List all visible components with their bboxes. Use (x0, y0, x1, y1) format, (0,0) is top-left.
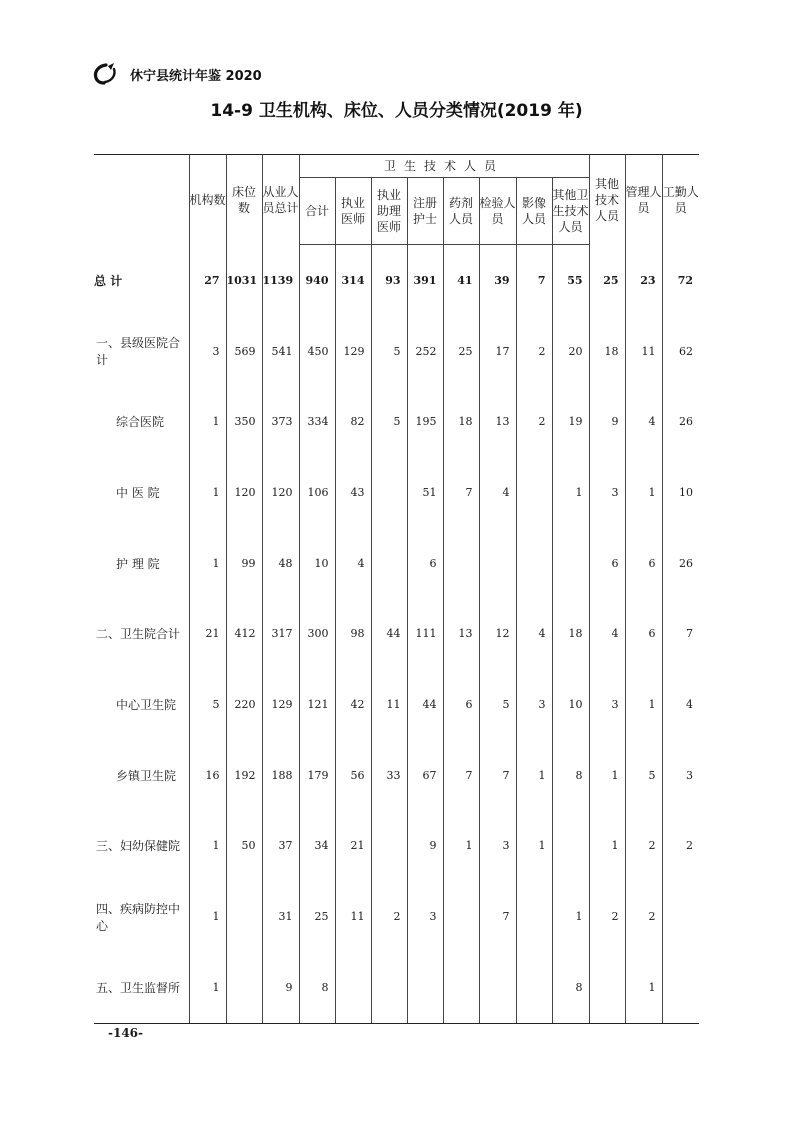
table-row (94, 669, 699, 740)
column-header: 注册护士 (407, 178, 443, 245)
table-row (94, 740, 699, 811)
table-cell (371, 457, 407, 528)
table-cell: 26 (662, 386, 699, 457)
table-cell: 20 (552, 316, 589, 387)
table-cell: 1 (189, 952, 226, 1023)
row-label: 五、卫生监督所 (94, 952, 189, 1023)
table-cell: 51 (407, 457, 443, 528)
table-cell: 21 (189, 598, 226, 669)
table-cell: 67 (407, 740, 443, 811)
row-label: 综合医院 (116, 415, 165, 430)
table-cell: 13 (479, 386, 516, 457)
table-cell: 195 (407, 386, 443, 457)
table-cell: 43 (335, 457, 371, 528)
table-cell (335, 952, 371, 1023)
table-cell: 6 (625, 598, 662, 669)
table-cell: 18 (443, 386, 479, 457)
table-cell: 41 (443, 245, 479, 316)
table-cell: 1031 (226, 245, 262, 316)
table-cell: 62 (662, 316, 699, 387)
table-cell: 23 (625, 245, 662, 316)
table-cell: 33 (371, 740, 407, 811)
table-cell: 373 (262, 386, 299, 457)
row-label: 三、妇幼保健院 (96, 839, 181, 854)
table-cell (371, 528, 407, 599)
table-cell: 4 (625, 386, 662, 457)
table-cell: 4 (516, 598, 552, 669)
table-cell: 25 (299, 881, 335, 952)
column-header: 药剂人员 (443, 178, 479, 245)
table-cell (516, 881, 552, 952)
row-label: 乡镇卫生院 (116, 768, 177, 783)
table-cell: 7 (443, 457, 479, 528)
table-body (94, 245, 699, 1024)
table-cell: 4 (589, 598, 625, 669)
table-cell: 7 (443, 740, 479, 811)
table-cell (479, 528, 516, 599)
table-cell: 9 (589, 386, 625, 457)
table-cell: 7 (662, 598, 699, 669)
table-cell: 39 (479, 245, 516, 316)
table-cell: 13 (443, 598, 479, 669)
table-cell: 1 (443, 811, 479, 882)
table-cell: 9 (262, 952, 299, 1023)
table-row (94, 881, 699, 952)
row-label: 护 理 院 (116, 556, 160, 571)
page-number: -146- (108, 1026, 144, 1040)
table-cell: 8 (552, 740, 589, 811)
table-cell: 1 (516, 740, 552, 811)
table-cell: 18 (589, 316, 625, 387)
table-cell: 7 (516, 245, 552, 316)
table-cell: 7 (479, 881, 516, 952)
table-cell: 26 (662, 528, 699, 599)
table-cell: 5 (371, 316, 407, 387)
table-cell: 16 (189, 740, 226, 811)
table-cell: 27 (189, 245, 226, 316)
column-header: 影像人员 (516, 178, 552, 245)
table-cell: 7 (479, 740, 516, 811)
table-cell: 569 (226, 316, 262, 387)
table-cell: 21 (335, 811, 371, 882)
table-cell: 6 (443, 669, 479, 740)
table-cell: 314 (335, 245, 371, 316)
table-cell: 5 (625, 740, 662, 811)
table-cell (516, 528, 552, 599)
table-cell: 121 (299, 669, 335, 740)
table-cell (662, 952, 699, 1023)
table-cell: 17 (479, 316, 516, 387)
table-cell: 2 (662, 811, 699, 882)
table-cell: 1 (516, 811, 552, 882)
health-statistics-table (94, 154, 699, 1024)
table-cell: 25 (443, 316, 479, 387)
table-cell: 1 (189, 457, 226, 528)
table-cell: 99 (226, 528, 262, 599)
table-cell: 179 (299, 740, 335, 811)
table-cell: 188 (262, 740, 299, 811)
table-cell (226, 952, 262, 1023)
table-cell: 31 (262, 881, 299, 952)
table-cell: 9 (407, 811, 443, 882)
table-cell: 19 (552, 386, 589, 457)
table-cell: 317 (262, 598, 299, 669)
table-cell: 3 (589, 669, 625, 740)
row-label: 中 医 院 (116, 485, 160, 500)
table-cell: 4 (662, 669, 699, 740)
row-label: 四、疾病防控中心 (96, 901, 181, 933)
table-cell: 192 (226, 740, 262, 811)
table-cell: 50 (226, 811, 262, 882)
table-cell: 48 (262, 528, 299, 599)
table-cell (443, 881, 479, 952)
table-cell: 940 (299, 245, 335, 316)
table-cell: 252 (407, 316, 443, 387)
table-cell: 1 (189, 528, 226, 599)
table-cell: 8 (552, 952, 589, 1023)
table-cell (407, 952, 443, 1023)
table-cell: 34 (299, 811, 335, 882)
table-cell: 2 (516, 386, 552, 457)
table-cell: 3 (407, 881, 443, 952)
page-header (92, 62, 262, 86)
table-cell: 37 (262, 811, 299, 882)
table-cell (226, 881, 262, 952)
table-cell: 2 (625, 881, 662, 952)
table-cell: 1 (552, 881, 589, 952)
yearbook-title: 休宁县统计年鉴 2020 (130, 68, 262, 84)
column-header: 执业助理医师 (371, 178, 407, 245)
table-cell: 1 (552, 457, 589, 528)
table-title: 14-9 卫生机构、床位、人员分类情况(2019 年) (210, 101, 583, 121)
table-cell: 72 (662, 245, 699, 316)
row-label: 总 计 (94, 273, 123, 288)
column-header: 其他技术人员 (589, 155, 625, 245)
table-cell: 2 (625, 811, 662, 882)
table-cell: 44 (371, 598, 407, 669)
table-cell: 120 (226, 457, 262, 528)
table-cell: 98 (335, 598, 371, 669)
table-cell: 3 (589, 457, 625, 528)
table-cell: 11 (335, 881, 371, 952)
table-cell: 82 (335, 386, 371, 457)
table-cell: 56 (335, 740, 371, 811)
table-cell: 12 (479, 598, 516, 669)
table-cell: 111 (407, 598, 443, 669)
table-cell: 4 (479, 457, 516, 528)
table-cell (443, 952, 479, 1023)
table-cell: 11 (625, 316, 662, 387)
column-header: 工勤人员 (662, 155, 699, 245)
column-header: 管理人员 (625, 155, 662, 245)
table-header (94, 155, 699, 245)
table-cell: 2 (516, 316, 552, 387)
table-cell: 5 (189, 669, 226, 740)
column-header: 从业人员总计 (262, 155, 299, 245)
table-row (94, 811, 699, 882)
table-cell: 44 (407, 669, 443, 740)
table-cell (371, 811, 407, 882)
table-cell: 220 (226, 669, 262, 740)
table-cell: 334 (299, 386, 335, 457)
table-cell: 6 (589, 528, 625, 599)
table-cell: 93 (371, 245, 407, 316)
table-row (94, 245, 699, 316)
table-cell: 6 (407, 528, 443, 599)
table-cell: 129 (262, 669, 299, 740)
stub-header (94, 155, 189, 245)
table-cell: 1 (589, 740, 625, 811)
table-cell: 3 (516, 669, 552, 740)
table-row (94, 316, 699, 387)
table-cell: 300 (299, 598, 335, 669)
table-cell: 3 (479, 811, 516, 882)
table-cell: 55 (552, 245, 589, 316)
table-cell: 42 (335, 669, 371, 740)
table-cell (516, 457, 552, 528)
yearbook-logo-icon (92, 62, 124, 86)
row-label: 中心卫生院 (116, 697, 177, 712)
column-header: 合计 (299, 178, 335, 245)
table-cell: 541 (262, 316, 299, 387)
table-cell (479, 952, 516, 1023)
table-cell: 4 (335, 528, 371, 599)
table-cell (443, 528, 479, 599)
table-cell: 450 (299, 316, 335, 387)
table-cell (552, 811, 589, 882)
table-cell: 1 (625, 952, 662, 1023)
table-cell (662, 881, 699, 952)
table-cell: 10 (299, 528, 335, 599)
column-header: 床位数 (226, 155, 262, 245)
table-cell: 8 (299, 952, 335, 1023)
table-cell: 106 (299, 457, 335, 528)
table-cell (516, 952, 552, 1023)
table-cell: 1 (189, 386, 226, 457)
table-cell (589, 952, 625, 1023)
table-cell: 120 (262, 457, 299, 528)
table-cell: 1 (625, 669, 662, 740)
table-cell (371, 952, 407, 1023)
table-cell: 11 (371, 669, 407, 740)
table-cell: 2 (371, 881, 407, 952)
column-header: 检验人员 (479, 178, 516, 245)
table-cell: 6 (625, 528, 662, 599)
table-row (94, 528, 699, 599)
table-cell: 1 (189, 811, 226, 882)
column-header: 机构数 (189, 155, 226, 245)
table-cell: 5 (371, 386, 407, 457)
table-row (94, 952, 699, 1023)
table-cell: 412 (226, 598, 262, 669)
table-cell: 25 (589, 245, 625, 316)
table-cell: 1 (625, 457, 662, 528)
table-cell: 1 (189, 881, 226, 952)
table-cell: 129 (335, 316, 371, 387)
table-cell: 10 (662, 457, 699, 528)
table-row (94, 386, 699, 457)
row-label: 一、县级医院合计 (96, 336, 181, 368)
table-row (94, 598, 699, 669)
table-cell: 5 (479, 669, 516, 740)
row-label: 二、卫生院合计 (96, 627, 181, 642)
table-cell: 1 (589, 811, 625, 882)
table-cell: 391 (407, 245, 443, 316)
table-cell: 2 (589, 881, 625, 952)
table-cell: 10 (552, 669, 589, 740)
table-row (94, 457, 699, 528)
table-cell: 3 (189, 316, 226, 387)
table-cell: 1139 (262, 245, 299, 316)
table-cell: 3 (662, 740, 699, 811)
table-cell: 18 (552, 598, 589, 669)
group-header: 卫生技术人员 (299, 155, 589, 178)
table-cell: 350 (226, 386, 262, 457)
column-header: 执业医师 (335, 178, 371, 245)
table-cell (552, 528, 589, 599)
column-header: 其他卫生技术人员 (552, 178, 589, 245)
